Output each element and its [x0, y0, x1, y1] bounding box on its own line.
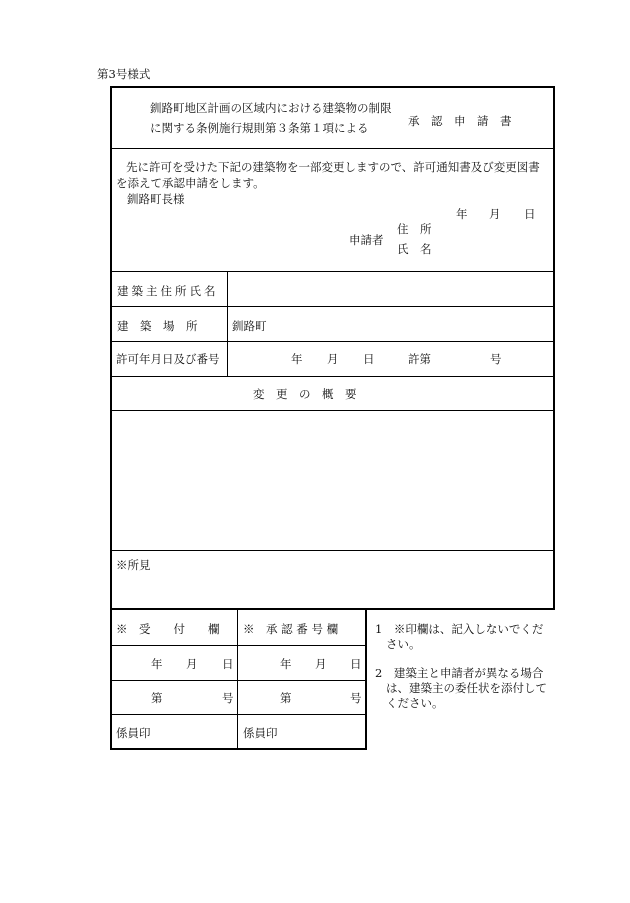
permit-label: 許可年月日及び番号: [116, 352, 220, 366]
note-1-line-1: 1 ※印欄は、記入しないでくだ: [375, 622, 544, 636]
permit-number-prefix: 許第: [408, 352, 431, 366]
note-2-line-1: 2 建築主と申請者が異なる場合: [375, 666, 544, 680]
site-label: 建 築 場 所: [117, 319, 198, 333]
approval-number-prefix: 第: [280, 691, 292, 705]
title-line-1: 釧路町地区計画の区域内における建築物の制限: [150, 101, 392, 115]
address-label: 住 所: [397, 222, 432, 236]
divider: [111, 410, 554, 411]
approval-month: 月: [315, 657, 327, 671]
approval-year: 年: [280, 657, 292, 671]
approval-clerk-seal: 係員印: [243, 726, 278, 740]
divider: [111, 714, 366, 715]
divider: [111, 306, 554, 307]
column-divider: [237, 609, 238, 749]
reception-month: 月: [186, 657, 198, 671]
approval-number-label: ※ 承 認 番 号 欄: [243, 622, 339, 636]
approval-number-suffix: 号: [350, 691, 362, 705]
divider: [111, 148, 554, 149]
owner-label: 建築主住所氏名: [117, 284, 219, 298]
reception-day: 日: [222, 657, 234, 671]
divider: [111, 271, 554, 272]
approval-day: 日: [350, 657, 362, 671]
permit-day: 日: [363, 352, 375, 366]
title-line-2: に関する条例施行規則第３条第１項による: [150, 121, 369, 135]
summary-label: 変 更 の 概 要: [253, 387, 357, 401]
reception-number-prefix: 第: [151, 691, 163, 705]
site-value: 釧路町: [232, 319, 267, 333]
applicant-label: 申請者: [349, 233, 384, 247]
body-line-1: 先に許可を受けた下記の建築物を一部変更しますので、許可通知書及び変更図書: [126, 160, 540, 174]
note-2-line-2: は、建築主の委任状を添付して: [386, 681, 547, 695]
reception-year: 年: [151, 657, 163, 671]
date-year: 年: [456, 207, 468, 221]
column-divider: [227, 271, 228, 376]
document-title: 承 認 申 請 書: [408, 114, 512, 128]
date-month: 月: [489, 207, 501, 221]
permit-year: 年: [291, 352, 303, 366]
reception-label: ※ 受 付 欄: [116, 622, 220, 636]
divider: [111, 550, 554, 551]
note-1-line-2: さい。: [386, 637, 421, 651]
divider: [111, 376, 554, 377]
date-day: 日: [524, 207, 536, 221]
name-label: 氏 名: [397, 242, 432, 256]
reception-number-suffix: 号: [222, 691, 234, 705]
remarks-label: ※所見: [116, 558, 151, 572]
form-number: 第3号様式: [97, 67, 151, 81]
body-line-2: を添えて承認申請をします。: [116, 176, 265, 190]
permit-month: 月: [327, 352, 339, 366]
note-2-line-3: ください。: [386, 696, 444, 710]
permit-number-suffix: 号: [490, 352, 502, 366]
divider: [111, 341, 554, 342]
divider: [111, 680, 366, 681]
addressee: 釧路町長様: [127, 192, 185, 206]
divider: [111, 645, 366, 646]
reception-clerk-seal: 係員印: [116, 726, 151, 740]
